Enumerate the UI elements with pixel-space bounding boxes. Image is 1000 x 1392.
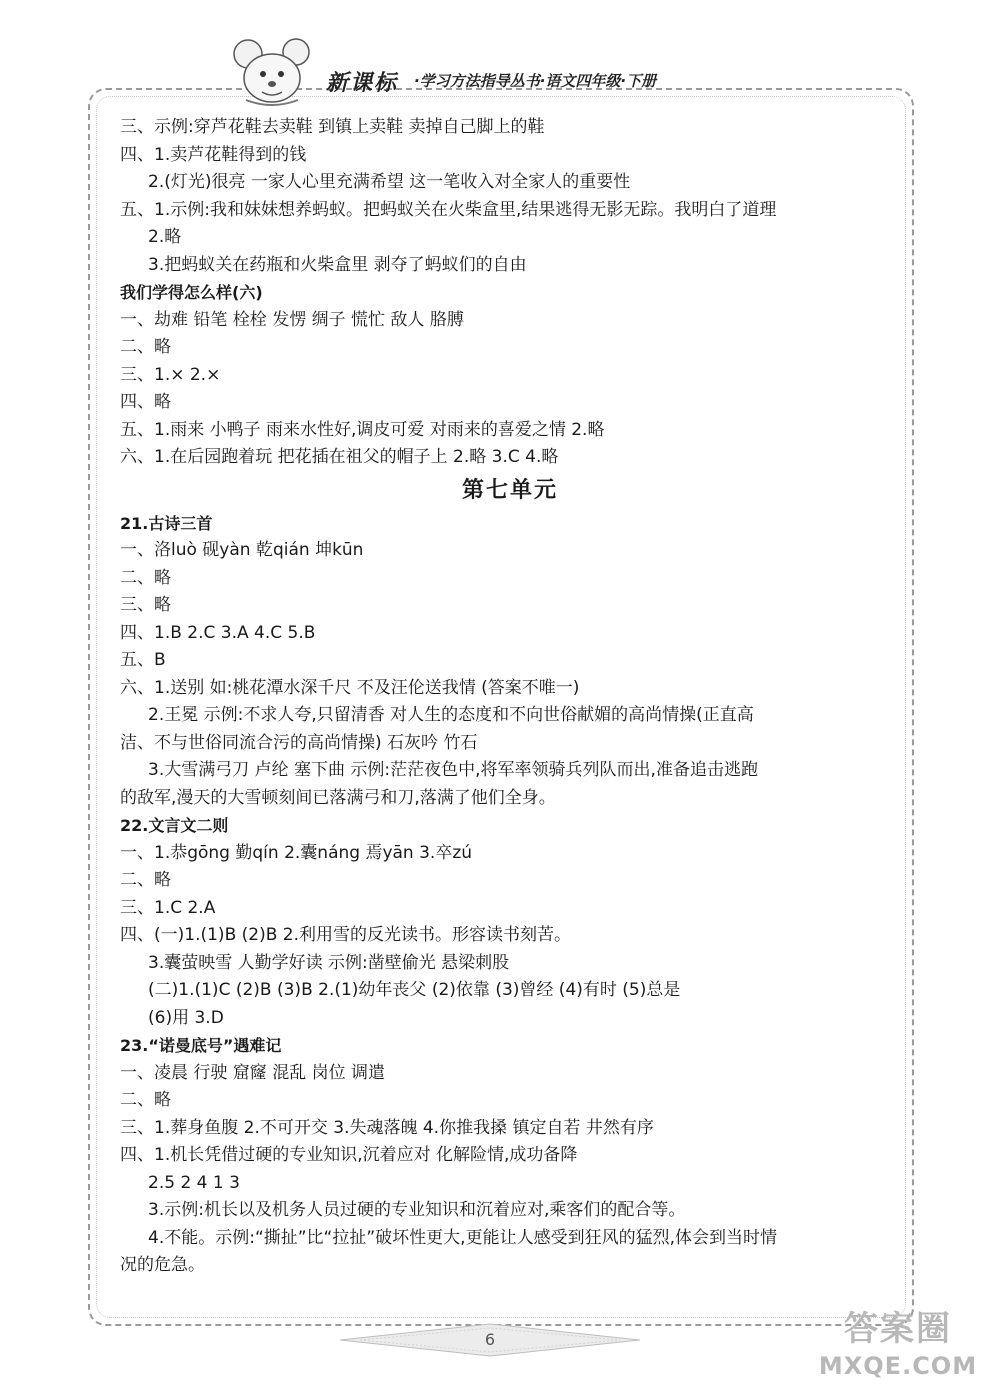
- mouse-mascot-icon: [232, 38, 314, 110]
- answer-line: 3.示例:机长以及机务人员过硬的专业知识和沉着应对,乘客们的配合等。: [148, 1200, 686, 1220]
- answer-line: 4.不能。示例:“撕扯”比“拉扯”破坏性更大,更能让人感受到狂风的猛烈,体会到当时情: [148, 1227, 777, 1248]
- answer-line: 2.(灯光)很亮 一家人心里充满希望 这一笔收入对全家人的重要性: [148, 172, 631, 192]
- series-title: ·学习方法指导丛书·语文四年级·下册: [414, 72, 657, 90]
- answer-line: 三、1.C 2.A: [120, 897, 216, 918]
- answer-line: 四、1.机长凭借过硬的专业知识,沉着应对 化解险情,成功备降: [120, 1145, 578, 1165]
- watermark: [818, 1306, 978, 1384]
- answer-line: 2.略: [148, 227, 182, 247]
- answer-line: 五、1.雨来 小鸭子 雨来水性好,调皮可爱 对雨来的喜爱之情 2.略: [120, 419, 605, 440]
- watermark-url: MXQE.COM: [818, 1352, 978, 1380]
- answer-line: 四、1.B 2.C 3.A 4.C 5.B: [120, 622, 316, 643]
- answer-line: (6)用 3.D: [148, 1007, 224, 1028]
- section-title: 23.“诺曼底号”遇难记: [120, 1036, 282, 1055]
- answer-line: 六、1.在后园跑着玩 把花插在祖父的帽子上 2.略 3.C 4.略: [120, 447, 559, 467]
- answer-line: 三、1.× 2.×: [120, 364, 221, 385]
- answer-line: 况的危急。: [120, 1255, 205, 1275]
- page-number-ornament: [340, 1322, 640, 1358]
- answer-line: 一、1.恭gōng 勤qín 2.囊náng 焉yān 3.卒zú: [120, 842, 473, 863]
- answer-line: 三、1.葬身鱼腹 2.不可开交 3.失魂落魄 4.你推我搡 镇定自若 井然有序: [120, 1117, 654, 1138]
- unit-heading: 第七单元: [461, 477, 558, 503]
- brand-logo-text: 新课标: [326, 71, 399, 96]
- answer-line: 四、1.卖芦花鞋得到的钱: [120, 144, 307, 165]
- answer-line: 一、劫难 铅笔 栓栓 发愣 绸子 慌忙 敌人 胳膊: [120, 309, 464, 330]
- answer-line: 三、示例:穿芦花鞋去卖鞋 到镇上卖鞋 卖掉自己脚上的鞋: [120, 117, 545, 137]
- answer-line: 一、凌晨 行驶 窟窿 混乱 岗位 调遣: [120, 1062, 386, 1083]
- answer-line: 3.把蚂蚁关在药瓶和火柴盒里 剥夺了蚂蚁们的自由: [148, 254, 527, 275]
- answer-line: (二)1.(1)C (2)B (3)B 2.(1)幼年丧父 (2)依靠 (3)曾经 (4)有时 (5)总是: [148, 980, 681, 1000]
- answer-line: 的敌军,漫天的大雪顿刻间已落满弓和刀,落满了他们全身。: [120, 787, 556, 808]
- section-title: 21.古诗三首: [120, 513, 213, 533]
- answer-content: [120, 114, 900, 1280]
- answer-line: 二、略: [120, 870, 171, 890]
- section-title: 22.文言文二则: [120, 816, 229, 835]
- answer-line: 二、略: [120, 337, 171, 357]
- answer-line: 四、(一)1.(1)B (2)B 2.利用雪的反光读书。形容读书刻苦。: [120, 925, 571, 945]
- answer-line: 五、1.示例:我和妹妹想养蚂蚁。把蚂蚁关在火柴盒里,结果逃得无影无踪。我明白了道理: [120, 199, 777, 220]
- answer-line: 3.大雪满弓刀 卢纶 塞下曲 示例:茫茫夜色中,将军率领骑兵列队而出,准备追击逃跑: [148, 760, 758, 780]
- answer-line: 四、略: [120, 392, 171, 412]
- answer-line: 二、略: [120, 1090, 171, 1110]
- answer-line: 3.囊萤映雪 人勤学好读 示例:凿壁偷光 悬梁刺股: [148, 952, 510, 973]
- answer-line: 2.5 2 4 1 3: [148, 1172, 240, 1193]
- answer-line: 三、略: [120, 595, 171, 615]
- section-title: 我们学得怎么样(六): [120, 283, 263, 302]
- watermark-logo: 答案圈: [844, 1309, 952, 1349]
- answer-line: 二、略: [120, 567, 171, 588]
- answer-line: 2.王冕 示例:不求人夸,只留清香 对人生的态度和不向世俗献媚的高尚情操(正直高: [148, 705, 754, 725]
- page-number: 6: [484, 1330, 496, 1349]
- answer-line: 六、1.送别 如:桃花潭水深千尺 不及汪伦送我情 (答案不唯一): [120, 677, 580, 698]
- answer-line: 洁、不与世俗同流合污的高尚情操) 石灰吟 竹石: [120, 732, 478, 753]
- answer-line: 一、洛luò 砚yàn 乾qián 坤kūn: [120, 540, 364, 560]
- answer-line: 五、B: [120, 650, 166, 670]
